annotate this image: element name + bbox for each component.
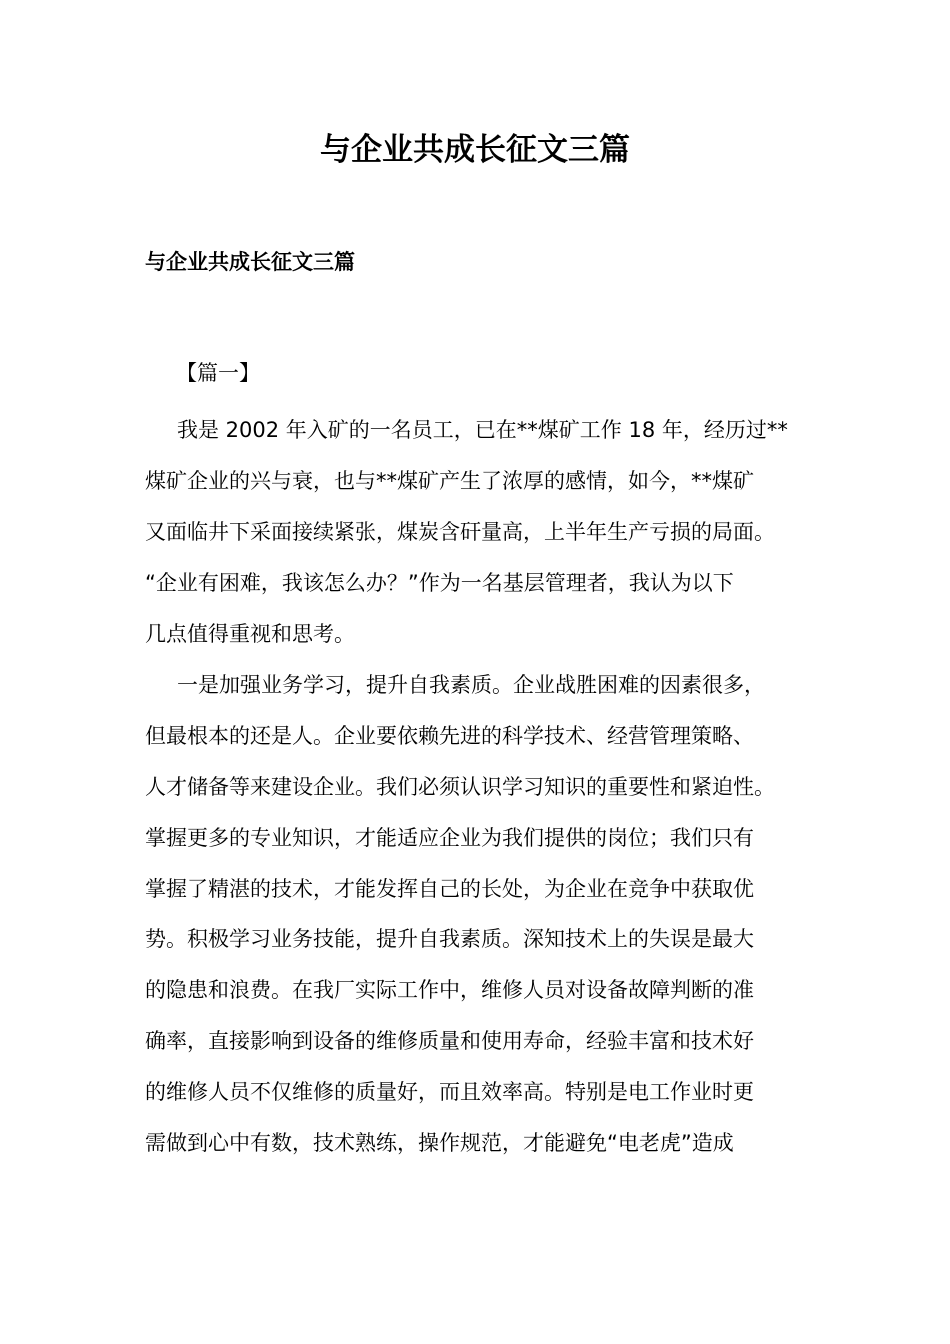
paragraph-line: 我是 2002 年入矿的一名员工，已在**煤矿工作 18 年，经历过** [177,418,788,442]
paragraph-2 [145,660,815,1169]
paragraph-line: 的维修人员不仅维修的质量好，而且效率高。特别是电工作业时更 [145,1080,754,1105]
paragraph-line: 几点值得重视和思考。 [145,621,355,646]
paragraph-line: 的隐患和浪费。在我厂实际工作中，维修人员对设备故障判断的准 [145,978,754,1003]
paragraph-line: 确率，直接影响到设备的维修质量和使用寿命，经验丰富和技术好 [145,1029,754,1054]
paragraph-line: 煤矿企业的兴与衰，也与**煤矿产生了浓厚的感情，如今，**煤矿 [145,468,754,493]
paragraph-line: 又面临井下采面接续紧张，煤炭含矸量高，上半年生产亏损的局面。 [145,519,775,544]
paragraph-line: 势。积极学习业务技能，提升自我素质。深知技术上的失误是最大 [145,927,754,952]
document-title: 与企业共成长征文三篇 [320,132,630,168]
paragraph-line: 人才储备等来建设企业。我们必须认识学习知识的重要性和紧迫性。 [145,774,775,799]
paragraph-line: 需做到心中有数，技术熟练，操作规范，才能避免“电老虎”造成 [145,1131,734,1156]
document-subtitle: 与企业共成长征文三篇 [145,250,355,274]
section-label: 【篇一】 [176,361,260,385]
paragraph-line: 掌握更多的专业知识，才能适应企业为我们提供的岗位；我们只有 [145,825,754,850]
paragraph-1 [145,405,815,659]
paragraph-line: 但最根本的还是人。企业要依赖先进的科学技术、经营管理策略、 [145,723,754,748]
paragraph-line: “企业有困难，我该怎么办？”作为一名基层管理者，我认为以下 [145,570,734,595]
paragraph-line: 掌握了精湛的技术，才能发挥自己的长处，为企业在竞争中获取优 [145,876,754,901]
paragraph-line: 一是加强业务学习，提升自我素质。企业战胜困难的因素很多， [177,673,765,697]
